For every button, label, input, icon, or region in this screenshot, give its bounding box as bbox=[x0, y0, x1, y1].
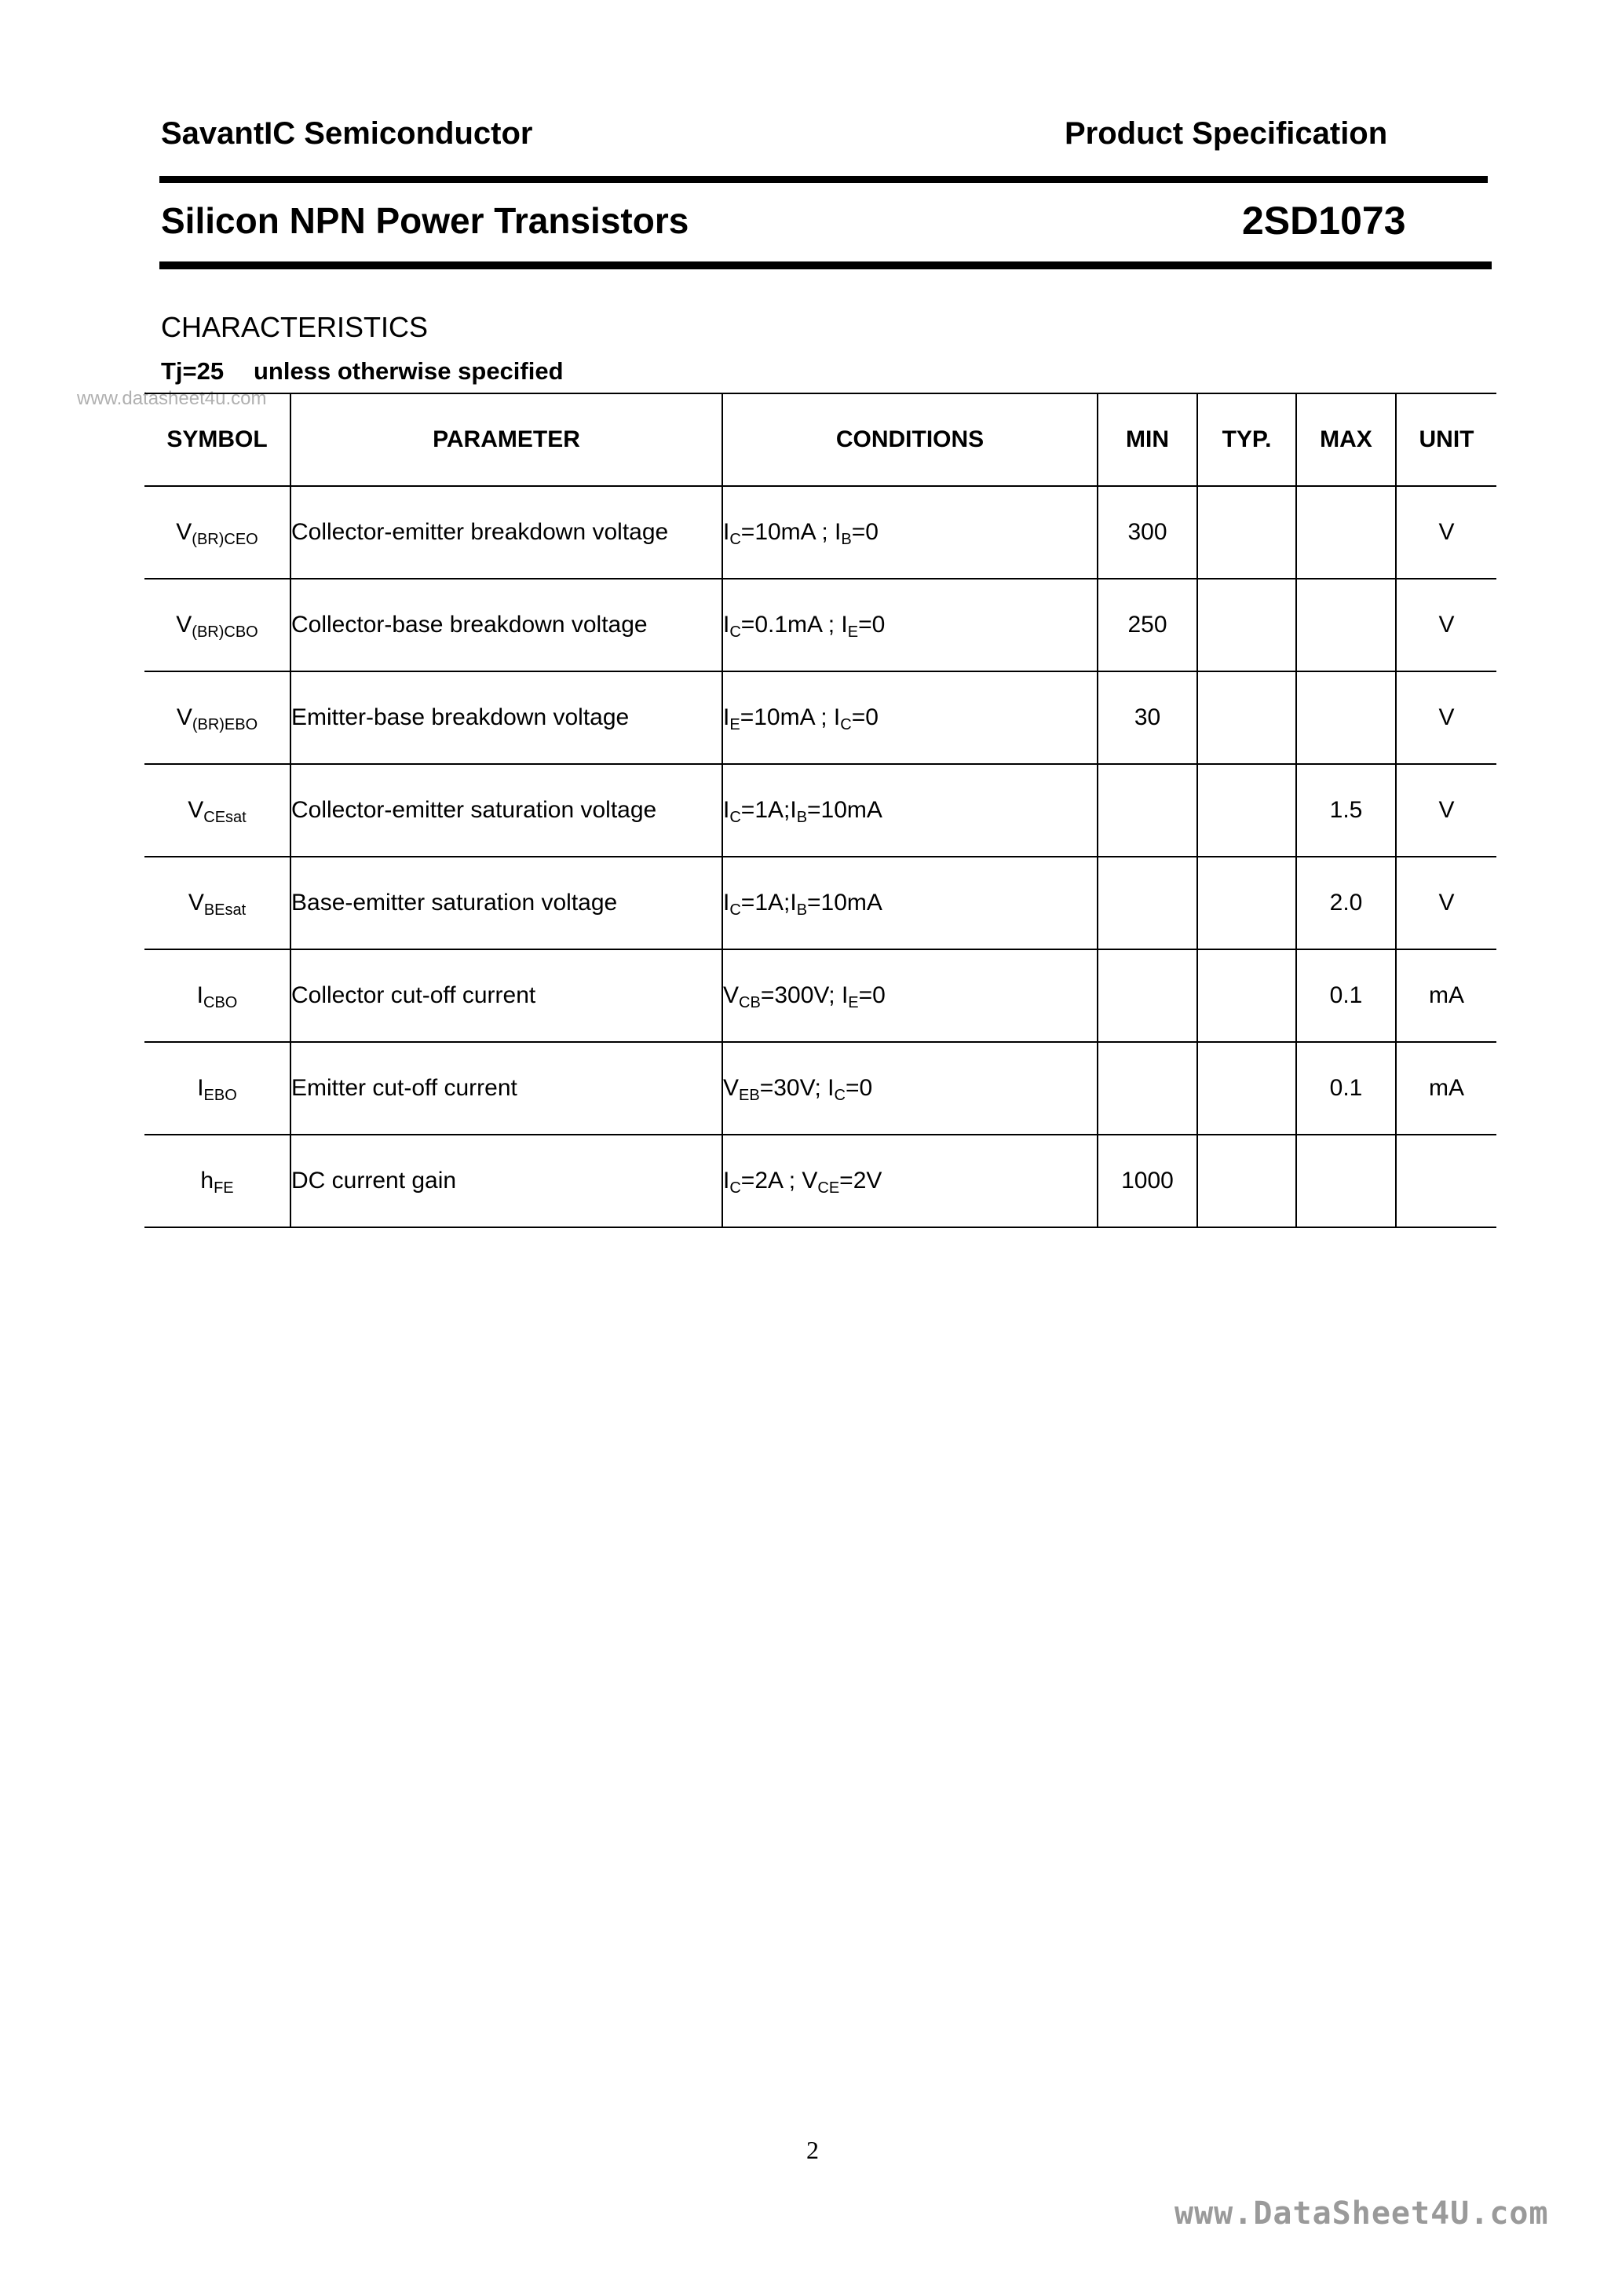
watermark-large: www.DataSheet4U.com bbox=[1174, 2195, 1549, 2232]
condition-subscript: CE bbox=[817, 1179, 840, 1197]
max-cell bbox=[1296, 486, 1396, 579]
condition-subscript: E bbox=[729, 716, 740, 733]
symbol-subscript: CBO bbox=[203, 994, 238, 1011]
condition-text: =0 bbox=[845, 1075, 873, 1101]
typ-cell bbox=[1197, 764, 1296, 857]
table-row bbox=[144, 486, 1496, 579]
symbol-main: I bbox=[196, 982, 203, 1008]
section-title: CHARACTERISTICS bbox=[161, 311, 429, 343]
table-row bbox=[144, 671, 1496, 764]
condition-subscript: B bbox=[796, 809, 808, 826]
symbol-main: V bbox=[176, 704, 192, 730]
document-type: Product Specification bbox=[1065, 116, 1388, 151]
conditions-cell bbox=[722, 764, 1098, 857]
condition-text: I bbox=[723, 612, 730, 638]
symbol-subscript: BEsat bbox=[203, 901, 247, 919]
condition-subscript: B bbox=[841, 531, 852, 548]
symbol-cell bbox=[144, 1042, 290, 1135]
condition-subscript: C bbox=[729, 1179, 741, 1197]
page-number: 2 bbox=[806, 2136, 819, 2164]
min-cell bbox=[1098, 764, 1197, 857]
symbol-main: h bbox=[200, 1168, 214, 1194]
min-cell bbox=[1098, 949, 1197, 1042]
parameter-cell: Emitter cut-off current bbox=[290, 1042, 722, 1135]
condition-subscript: C bbox=[729, 809, 741, 826]
conditions-cell bbox=[722, 671, 1098, 764]
condition-text: =2A ; V bbox=[740, 1168, 818, 1194]
conditions-cell bbox=[722, 949, 1098, 1042]
unit-cell: V bbox=[1396, 764, 1496, 857]
min-cell: 250 bbox=[1098, 579, 1197, 671]
condition-text: =10mA bbox=[807, 797, 882, 823]
condition-text: =0 bbox=[851, 704, 879, 730]
typ-cell bbox=[1197, 486, 1296, 579]
condition-text: I bbox=[723, 519, 730, 545]
symbol-main: V bbox=[188, 797, 204, 823]
symbol-cell bbox=[144, 579, 290, 671]
conditions-cell bbox=[722, 486, 1098, 579]
typ-cell bbox=[1197, 1042, 1296, 1135]
condition-text: =300V; I bbox=[760, 982, 849, 1008]
condition-text: =10mA bbox=[807, 890, 882, 916]
product-line-title: Silicon NPN Power Transistors bbox=[161, 200, 689, 241]
unit-cell: mA bbox=[1396, 1042, 1496, 1135]
conditions-cell bbox=[722, 1135, 1098, 1227]
parameter-cell: Emitter-base breakdown voltage bbox=[290, 671, 722, 764]
condition-text: I bbox=[723, 797, 730, 823]
condition-text: I bbox=[723, 704, 730, 730]
symbol-main: V bbox=[176, 519, 192, 545]
conditions-cell bbox=[722, 857, 1098, 949]
max-cell bbox=[1296, 579, 1396, 671]
min-cell: 300 bbox=[1098, 486, 1197, 579]
header-symbol: SYMBOL bbox=[144, 393, 290, 486]
symbol-cell bbox=[144, 671, 290, 764]
table-header-row bbox=[144, 393, 1496, 486]
symbol-cell bbox=[144, 1135, 290, 1227]
symbol-subscript: (BR)EBO bbox=[192, 716, 258, 733]
symbol-cell bbox=[144, 949, 290, 1042]
unit-cell: V bbox=[1396, 579, 1496, 671]
max-cell: 1.5 bbox=[1296, 764, 1396, 857]
condition-text: =0.1mA ; I bbox=[740, 612, 848, 638]
condition-text: I bbox=[723, 890, 730, 916]
symbol-main: V bbox=[188, 890, 204, 916]
condition-text: =10mA ; I bbox=[740, 704, 841, 730]
max-cell: 0.1 bbox=[1296, 1042, 1396, 1135]
parameter-cell: Collector cut-off current bbox=[290, 949, 722, 1042]
symbol-main: I bbox=[197, 1075, 204, 1101]
typ-cell bbox=[1197, 671, 1296, 764]
condition-subscript: C bbox=[834, 1087, 846, 1104]
header-rule-bottom bbox=[159, 261, 1492, 269]
header-parameter: PARAMETER bbox=[290, 393, 722, 486]
typ-cell bbox=[1197, 579, 1296, 671]
condition-text: =30V; I bbox=[759, 1075, 835, 1101]
conditions-cell bbox=[722, 579, 1098, 671]
condition-text: V bbox=[723, 1075, 740, 1101]
condition-subscript: E bbox=[848, 994, 859, 1011]
symbol-subscript: EBO bbox=[203, 1087, 237, 1104]
condition-subscript: B bbox=[796, 901, 808, 919]
min-cell bbox=[1098, 1042, 1197, 1135]
condition-subscript: C bbox=[840, 716, 852, 733]
parameter-cell: DC current gain bbox=[290, 1135, 722, 1227]
condition-text: =0 bbox=[851, 519, 879, 545]
header-unit: UNIT bbox=[1396, 393, 1496, 486]
characteristics-table bbox=[144, 393, 1496, 1228]
min-cell bbox=[1098, 857, 1197, 949]
table-row bbox=[144, 1135, 1496, 1227]
table-row bbox=[144, 579, 1496, 671]
condition-subscript: C bbox=[729, 531, 741, 548]
company-name: SavantIC Semiconductor bbox=[161, 116, 533, 151]
conditions-cell bbox=[722, 1042, 1098, 1135]
unit-cell bbox=[1396, 1135, 1496, 1227]
symbol-subscript: (BR)CEO bbox=[192, 531, 258, 548]
test-condition-prefix: Tj=25 bbox=[161, 357, 225, 385]
condition-subscript: E bbox=[847, 623, 859, 641]
condition-subscript: CB bbox=[739, 994, 761, 1011]
condition-subscript: C bbox=[729, 623, 741, 641]
typ-cell bbox=[1197, 857, 1296, 949]
condition-text: V bbox=[723, 982, 740, 1008]
test-condition-note: unless otherwise specified bbox=[254, 357, 564, 385]
parameter-cell: Base-emitter saturation voltage bbox=[290, 857, 722, 949]
symbol-subscript: (BR)CBO bbox=[192, 623, 258, 641]
symbol-cell bbox=[144, 764, 290, 857]
symbol-subscript: FE bbox=[214, 1179, 234, 1197]
unit-cell: V bbox=[1396, 671, 1496, 764]
table-row bbox=[144, 857, 1496, 949]
watermark-small: www.datasheet4u.com bbox=[77, 388, 267, 409]
condition-text: =10mA ; I bbox=[740, 519, 842, 545]
table-row bbox=[144, 764, 1496, 857]
condition-text: =1A;I bbox=[740, 797, 797, 823]
header-typ: TYP. bbox=[1197, 393, 1296, 486]
table-row bbox=[144, 1042, 1496, 1135]
header-max: MAX bbox=[1296, 393, 1396, 486]
condition-subscript: EB bbox=[739, 1087, 760, 1104]
max-cell: 0.1 bbox=[1296, 949, 1396, 1042]
parameter-cell: Collector-emitter breakdown voltage bbox=[290, 486, 722, 579]
unit-cell: V bbox=[1396, 486, 1496, 579]
condition-text: =0 bbox=[858, 982, 886, 1008]
typ-cell bbox=[1197, 1135, 1296, 1227]
parameter-cell: Collector-emitter saturation voltage bbox=[290, 764, 722, 857]
condition-text: I bbox=[723, 1168, 730, 1194]
header-conditions: CONDITIONS bbox=[722, 393, 1098, 486]
table-row bbox=[144, 949, 1496, 1042]
condition-text: =1A;I bbox=[740, 890, 797, 916]
header-rule-top bbox=[159, 176, 1488, 183]
symbol-cell bbox=[144, 486, 290, 579]
condition-text: =0 bbox=[858, 612, 886, 638]
max-cell bbox=[1296, 671, 1396, 764]
symbol-cell bbox=[144, 857, 290, 949]
condition-subscript: C bbox=[729, 901, 741, 919]
symbol-main: V bbox=[176, 612, 192, 638]
min-cell: 30 bbox=[1098, 671, 1197, 764]
typ-cell bbox=[1197, 949, 1296, 1042]
unit-cell: V bbox=[1396, 857, 1496, 949]
unit-cell: mA bbox=[1396, 949, 1496, 1042]
max-cell bbox=[1296, 1135, 1396, 1227]
max-cell: 2.0 bbox=[1296, 857, 1396, 949]
symbol-subscript: CEsat bbox=[203, 809, 247, 826]
min-cell: 1000 bbox=[1098, 1135, 1197, 1227]
condition-text: =2V bbox=[839, 1168, 882, 1194]
part-number: 2SD1073 bbox=[1242, 199, 1406, 243]
header-min: MIN bbox=[1098, 393, 1197, 486]
parameter-cell: Collector-base breakdown voltage bbox=[290, 579, 722, 671]
